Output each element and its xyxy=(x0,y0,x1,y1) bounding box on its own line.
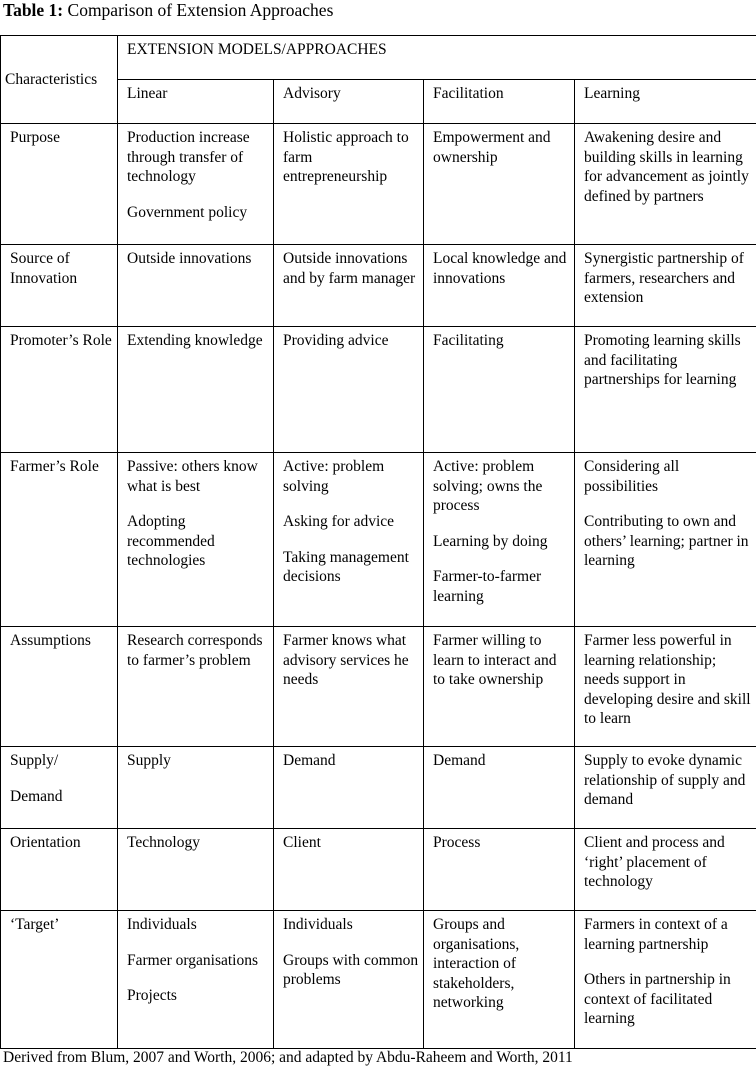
cell-paragraph: Taking management decisions xyxy=(283,548,409,585)
cell-paragraph: Demand xyxy=(283,752,336,769)
cell-paragraph: Farmers in context of a learning partnership xyxy=(584,916,728,953)
table-cell xyxy=(118,327,274,453)
cell-paragraph: Client and process and ‘right’ placement of technology xyxy=(584,834,725,890)
table-cell xyxy=(274,124,424,245)
comparison-table xyxy=(0,35,756,1049)
cell-paragraph: Farmer willing to learn to interact and to take ownership xyxy=(433,632,557,688)
table-row xyxy=(1,327,756,453)
column-header-facilitation: Facilitation xyxy=(424,80,575,124)
table-cell xyxy=(424,829,575,911)
table-cell xyxy=(118,911,274,1049)
cell-paragraph: Active: problem solving xyxy=(283,458,385,495)
row-label: Farmer’s Role xyxy=(1,453,118,627)
table-row xyxy=(1,453,756,627)
table-cell xyxy=(575,627,756,747)
table-caption-label: Table 1: xyxy=(3,0,64,20)
cell-paragraph: Learning by doing xyxy=(433,532,548,550)
table-cell xyxy=(274,453,424,627)
cell-paragraph: Farmer-to-farmer learning xyxy=(433,568,542,605)
row-label: Source of Innovation xyxy=(1,245,118,327)
cell-paragraph: Contributing to own and others’ learning; partner in learning xyxy=(584,513,749,569)
table-cell xyxy=(575,453,756,627)
row-label-line: Supply/ xyxy=(10,752,59,769)
cell-paragraph: Extending knowledge xyxy=(127,332,263,349)
cell-paragraph: Others in partnership in context of facilitated learning xyxy=(584,971,731,1027)
row-label: Promoter’s Role xyxy=(1,327,118,453)
table-cell xyxy=(424,627,575,747)
table-row xyxy=(1,124,756,245)
cell-paragraph: Production increase through transfer of technology xyxy=(127,129,250,185)
cell-paragraph: Technology xyxy=(127,834,200,851)
table-cell xyxy=(118,627,274,747)
cell-paragraph: Providing advice xyxy=(283,332,389,349)
table-cell xyxy=(274,245,424,327)
cell-paragraph: Passive: others know what is best xyxy=(127,458,258,495)
table-cell xyxy=(575,829,756,911)
cell-paragraph: Supply to evoke dynamic relationship of supply and demand xyxy=(584,752,746,808)
table-cell xyxy=(424,747,575,829)
table-cell xyxy=(118,829,274,911)
table-cell xyxy=(575,911,756,1049)
table-cell xyxy=(575,245,756,327)
cell-paragraph: Adopting recommended technologies xyxy=(127,513,215,569)
row-label: Assumptions xyxy=(1,627,118,747)
cell-paragraph: Outside innovations and by farm manager xyxy=(283,250,416,287)
cell-paragraph: Research corresponds to farmer’s problem xyxy=(127,632,263,669)
row-label-line: Demand xyxy=(10,787,63,805)
table-source-note: Derived from Blum, 2007 and Worth, 2006; and adapted by Abdu-Raheem and Worth, 2011 xyxy=(3,1049,573,1066)
table-cell xyxy=(118,453,274,627)
characteristics-header: Characteristics xyxy=(1,36,118,124)
cell-paragraph: Active: problem solving; owns the process xyxy=(433,458,543,514)
cell-paragraph: Groups with common problems xyxy=(283,951,419,988)
table-row xyxy=(1,245,756,327)
header-group-row xyxy=(1,36,756,80)
table-cell xyxy=(118,124,274,245)
table-cell xyxy=(274,911,424,1049)
table-cell xyxy=(118,747,274,829)
table-cell xyxy=(118,245,274,327)
table-cell xyxy=(424,124,575,245)
cell-paragraph: Farmer less powerful in learning relationship; needs support in developing desire and skill to learn xyxy=(584,632,751,727)
cell-paragraph: Local knowledge and innovations xyxy=(433,250,567,287)
cell-paragraph: Promoting learning skills and facilitating partnerships for learning xyxy=(584,332,741,388)
cell-paragraph: Individuals xyxy=(127,916,197,933)
cell-paragraph: Outside innovations xyxy=(127,250,252,267)
table-cell xyxy=(274,747,424,829)
table-cell xyxy=(575,747,756,829)
cell-paragraph: Holistic approach to farm entrepreneurship xyxy=(283,129,409,185)
table-cell xyxy=(274,829,424,911)
extension-models-header: EXTENSION MODELS/APPROACHES xyxy=(118,36,756,80)
table-cell xyxy=(575,327,756,453)
cell-paragraph: Considering all possibilities xyxy=(584,458,680,495)
column-header-learning: Learning xyxy=(575,80,756,124)
table-row xyxy=(1,829,756,911)
cell-paragraph: Asking for advice xyxy=(283,513,395,530)
table-cell xyxy=(424,327,575,453)
row-label: ‘Target’ xyxy=(1,911,118,1049)
row-label: Purpose xyxy=(1,124,118,245)
table-caption xyxy=(3,0,333,21)
table-cell xyxy=(274,627,424,747)
table-caption-title: Comparison of Extension Approaches xyxy=(67,0,334,20)
cell-paragraph: Process xyxy=(433,834,481,851)
cell-paragraph: Awakening desire and building skills in learning for advancement as jointly defined by partners xyxy=(584,129,749,205)
table-row xyxy=(1,627,756,747)
row-label xyxy=(1,747,118,829)
cell-paragraph: Synergistic partnership of farmers, researchers and extension xyxy=(584,250,744,306)
cell-paragraph: Individuals xyxy=(283,916,353,933)
column-header-advisory: Advisory xyxy=(274,80,424,124)
cell-paragraph: Groups and organisations, interaction of stakeholders, networking xyxy=(433,916,520,1011)
cell-paragraph: Demand xyxy=(433,752,486,769)
cell-paragraph: Government policy xyxy=(127,203,248,221)
cell-paragraph: Supply xyxy=(127,752,171,769)
table-cell xyxy=(575,124,756,245)
table-cell xyxy=(424,453,575,627)
cell-paragraph: Client xyxy=(283,834,321,851)
table-cell xyxy=(424,911,575,1049)
table-row xyxy=(1,911,756,1049)
cell-paragraph: Empowerment and ownership xyxy=(433,129,551,166)
table-row xyxy=(1,747,756,829)
cell-paragraph: Facilitating xyxy=(433,332,504,349)
table-cell xyxy=(424,245,575,327)
table-cell xyxy=(274,327,424,453)
cell-paragraph: Projects xyxy=(127,987,177,1004)
cell-paragraph: Farmer knows what advisory services he needs xyxy=(283,632,409,688)
cell-paragraph: Farmer organisations xyxy=(127,951,259,969)
row-label: Orientation xyxy=(1,829,118,911)
column-header-linear: Linear xyxy=(118,80,274,124)
